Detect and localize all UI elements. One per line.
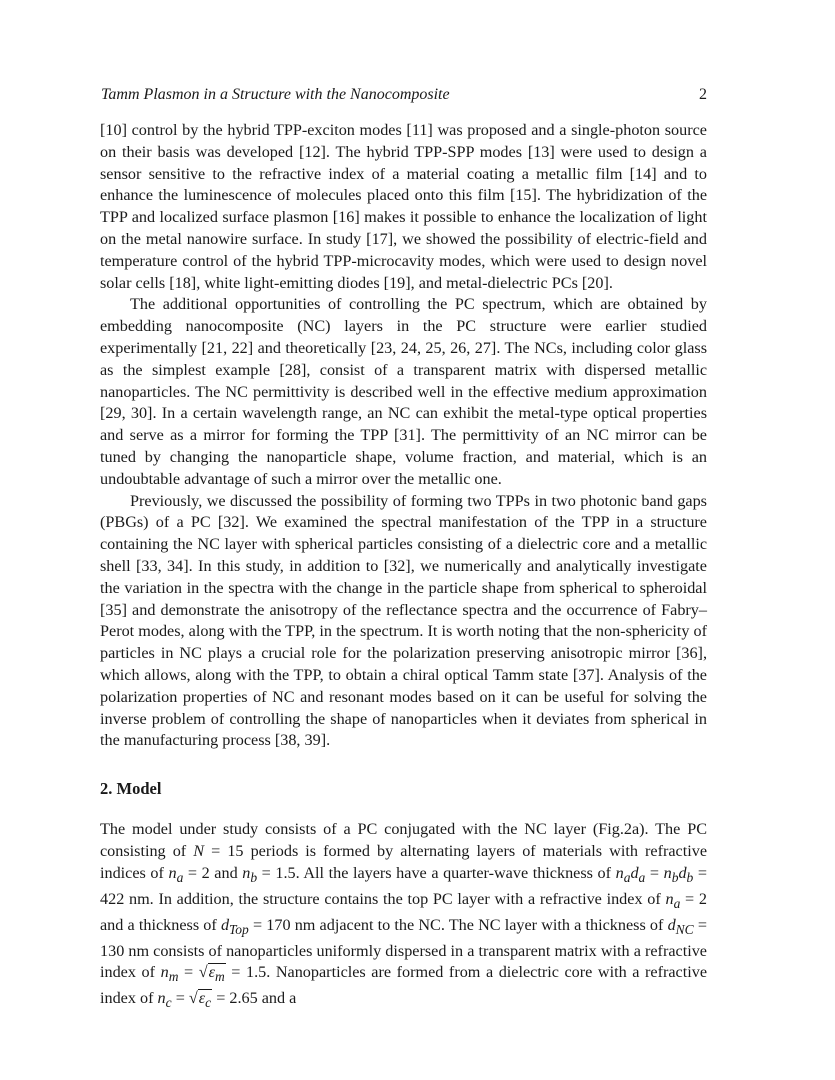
math-var: n	[157, 989, 166, 1008]
paragraph-1: [10] control by the hybrid TPP-exciton modes [11] was proposed and a single-photon source on their basis was developed [12]. The hybrid TPP-SPP modes [13] were used to design a sensor sensitive to the refractive index of a material coating a metallic film [14] and to enhance the luminescence of molecules placed onto this film [15]. The hybridization of the TPP and localized surface plasmon [16] makes it possible to enhance the localization of light on the metal nanowire surface. In study [17], we showed the possibility of electric-field and temperature control of the hybrid TPP-microcavity modes, which were used to design novel solar cells [18], white light-emitting diodes [19], and metal-dielectric PCs [20].	[100, 121, 707, 292]
math-var: ε	[198, 989, 206, 1008]
math-sub: b	[671, 869, 679, 885]
math-var: d	[220, 915, 230, 934]
text-run: = 1.5. Nanoparticles are formed from a dielectric core with a refractive index of	[100, 963, 708, 1008]
math-sub: b	[250, 869, 258, 885]
paragraph-4	[100, 819, 707, 1015]
text-run: = 170 nm adjacent to the NC. The NC layer with a thickness of	[248, 915, 668, 934]
math-var: n	[242, 863, 251, 882]
paragraph-2: The additional opportunities of controlling the PC spectrum, which are obtained by embedding nanocomposite (NC) layers in the PC structure were earlier studied experimentally [21, 22] and theoretically [23, 24, 25, 26, 27]. The NCs, including color glass as the simplest example [28], consist of a transparent matrix with dispersed metallic nanoparticles. The NC permittivity is described well in the effective medium approximation [29, 30]. In a certain wavelength range, an NC can exhibit the metal-type optical properties and serve as a mirror for forming the TPP [31]. The permittivity of an NC mirror can be tuned by changing the nanoparticle shape, volume fraction, and material, which is an undoubtable advantage of such a mirror over the metallic one.	[100, 295, 707, 488]
math-var: d	[667, 915, 676, 934]
math-sub: c	[165, 995, 172, 1011]
text-run: = 1.5. All the layers have a quarter-wave thickness of	[257, 863, 616, 882]
math-sub: a	[176, 869, 184, 885]
section-heading-model: 2. Model	[100, 779, 162, 799]
running-title: Tamm Plasmon in a Structure with the Nanocomposite	[101, 86, 450, 103]
math-sub: a	[638, 869, 646, 885]
math-var: n	[168, 863, 177, 882]
math-sub: Top	[229, 921, 249, 937]
math-var: ε	[208, 963, 215, 982]
math-sub: a	[673, 895, 681, 911]
text-run: = 15 periods is formed by alternating layers of materials with refractive indices of	[100, 841, 707, 882]
running-header	[101, 86, 707, 108]
paragraph-3: Previously, we discussed the possibility of forming two TPPs in two photonic band gaps (PBGs) of a PC [32]. We examined the spectral manifestation of the TPP in a structure containing the NC layer with spherical particles consisting of a dielectric core and a metallic shell [33, 34]. In this study, in addition to [32], we numerically and analytically investigate the variation in the spectra with the change in the particle shape from spherical to spheroidal [35] and demonstrate the anisotropy of the reflectance spectra and the occurrence of Fabry–Perot modes, along with the TPP, in the spectrum. It is worth noting that the non-sphericity of particles in NC plays a crucial role for the polarization preserving anisotropic mirror [36], which allows, along with the TPP, to obtain a chiral optical Tamm state [37]. Analysis of the polarization properties of NC and resonant modes based on it can be useful for solving the inverse problem of controlling the shape of nanoparticles when it deviates from spherical in the manufacturing process [38, 39].	[100, 491, 707, 750]
math-sub: a	[623, 869, 631, 885]
text-run: = 2.65 and a	[212, 989, 297, 1008]
text-run: The model under study consists of a PC conjugated with the NC layer (Fig.2a). The PC consisting of	[100, 819, 707, 860]
math-var: n	[665, 889, 674, 908]
body-text	[100, 120, 707, 1014]
math-var: N	[193, 841, 205, 860]
text-run: = 2 and	[183, 863, 243, 882]
math-var: n	[615, 863, 624, 882]
math-sub: m	[214, 969, 225, 985]
text-run: = √	[178, 963, 208, 982]
math-sub: m	[168, 969, 179, 985]
text-run: =	[645, 863, 664, 882]
math-var: d	[630, 863, 639, 882]
math-var: n	[663, 863, 672, 882]
math-var: d	[678, 863, 687, 882]
math-var: n	[160, 963, 169, 982]
text-run: = 422 nm. In addition, the structure contains the top PC layer with a refractive index of	[100, 863, 707, 908]
sqrt-radicand	[208, 963, 226, 985]
text-run: = √	[171, 989, 198, 1008]
math-sub: c	[205, 995, 212, 1011]
sqrt-radicand	[198, 989, 212, 1011]
math-sub: NC	[675, 921, 694, 937]
math-sub: b	[686, 869, 694, 885]
text-run: = 2 and a thickness of	[100, 889, 707, 934]
text-run: = 130 nm consists of nanoparticles uniformly dispersed in a transparent matrix with a refractive index of	[100, 915, 707, 982]
page-number: 2	[699, 86, 707, 103]
